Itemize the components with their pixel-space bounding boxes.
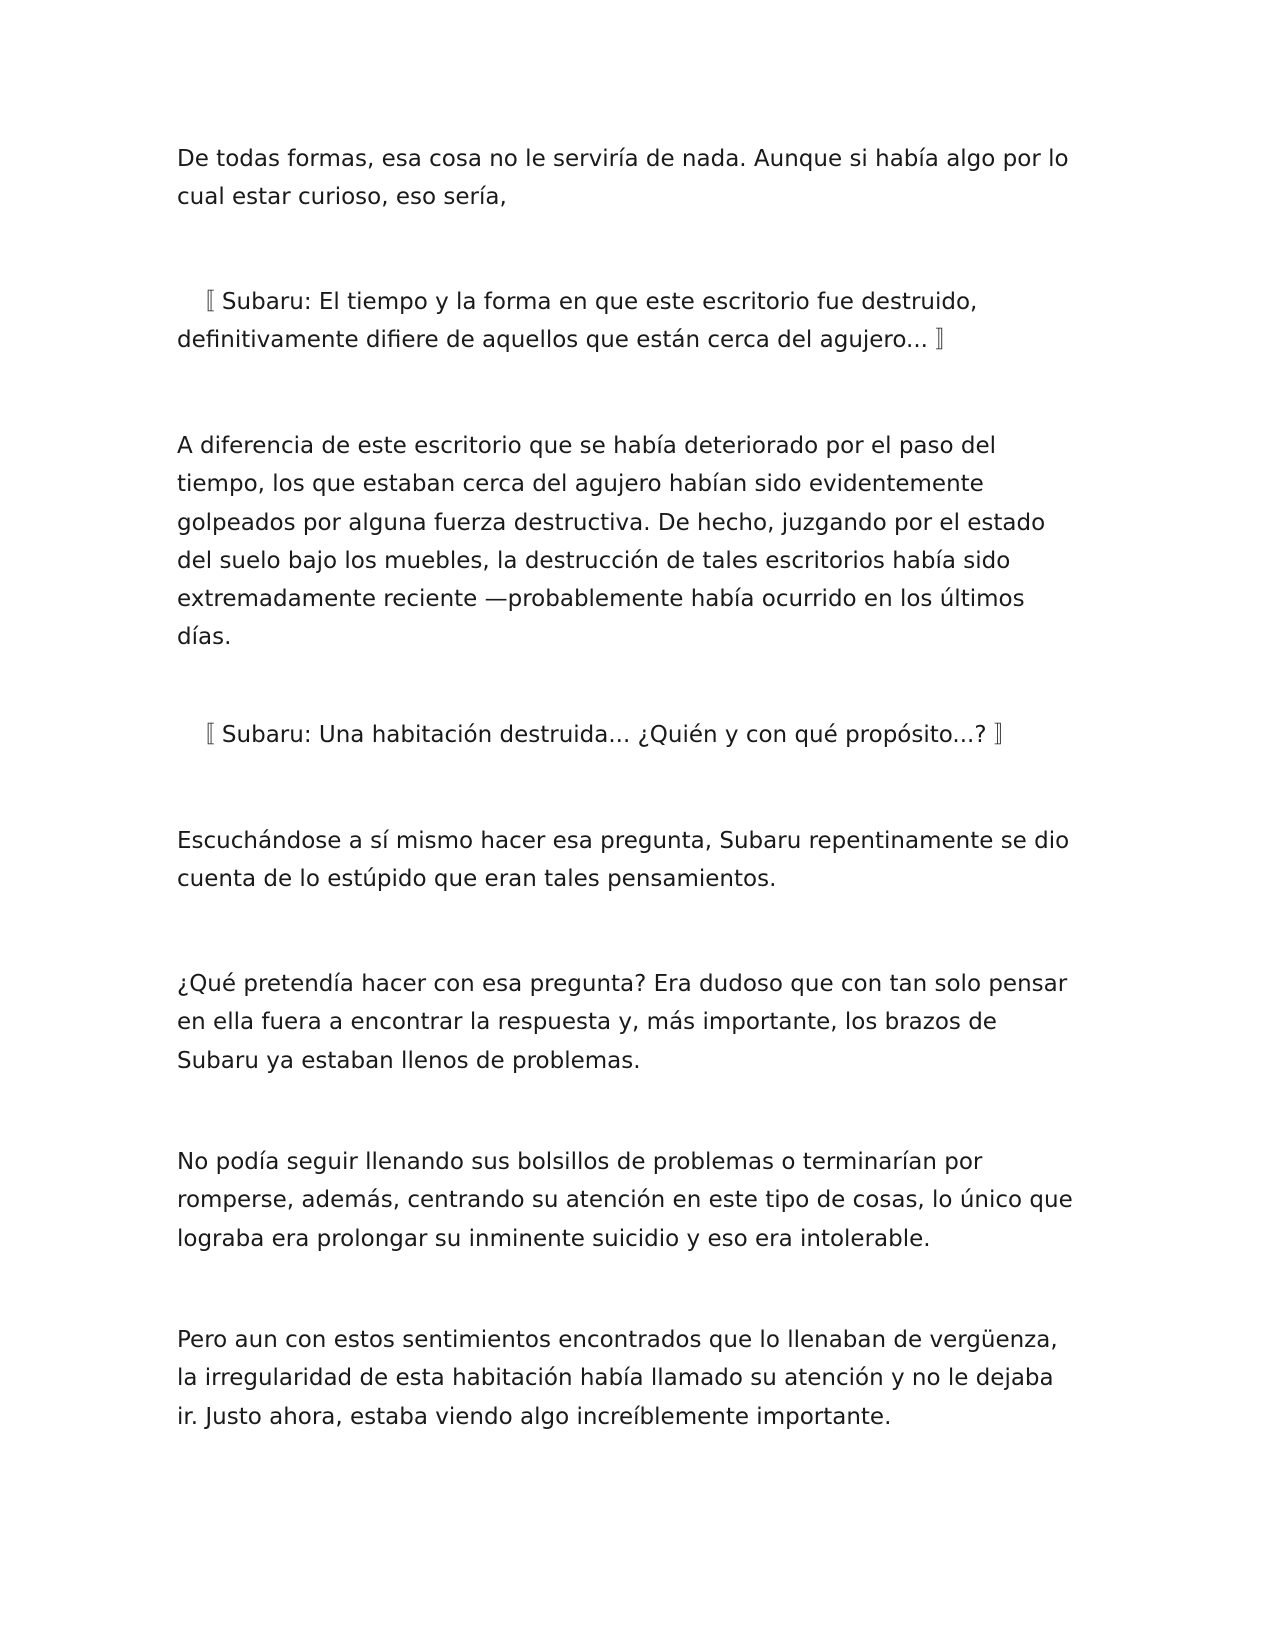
paragraph-2: A diferencia de este escritorio que se había deteriorado por el paso del tiempo, los que estaban cerca del agujero habían sido evidentemente golpeados por alguna fuerza destructiva. De hecho, juzgando por el estado del suelo bajo los muebles, la destrucción de tales escritorios había sido extremadamente reciente —probablemente había ocurrido en los últimos días. — [177, 433, 1046, 651]
paragraph-3: Escuchándose a sí mismo hacer esa pregunta, Subaru repentinamente se dio cuenta de lo estúpido que eran tales pensamientos. — [177, 828, 1070, 893]
paragraph-1: De todas formas, esa cosa no le serviría de nada. Aunque si había algo por lo cual estar curioso, eso sería, — [177, 146, 1069, 211]
dialogue-1: 〚 Subaru: El tiempo y la forma en que este escritorio fue destruido, definitivamente difiere de aquellos que están cerca del agujero... 〛 — [177, 289, 978, 354]
paragraph-4: ¿Qué pretendía hacer con esa pregunta? Era dudoso que con tan solo pensar en ella fuera a encontrar la respuesta y, más importante, los brazos de Subaru ya estaban llenos de problemas. — [177, 971, 1068, 1074]
dialogue-2: 〚 Subaru: Una habitación destruida... ¿Quién y con qué propósito...? 〛 — [177, 722, 1017, 748]
paragraph-6: Pero aun con estos sentimientos encontrados que lo llenaban de vergüenza, la irregularidad de esta habitación había llamado su atención y no le dejaba ir. Justo ahora, estaba viendo algo increíblemente importante. — [177, 1327, 1058, 1430]
paragraph-5: No podía seguir llenando sus bolsillos de problemas o terminarían por romperse, además, centrando su atención en este tipo de cosas, lo único que lograba era prolongar su inminente suicidio y eso era intolerable. — [177, 1149, 1073, 1252]
